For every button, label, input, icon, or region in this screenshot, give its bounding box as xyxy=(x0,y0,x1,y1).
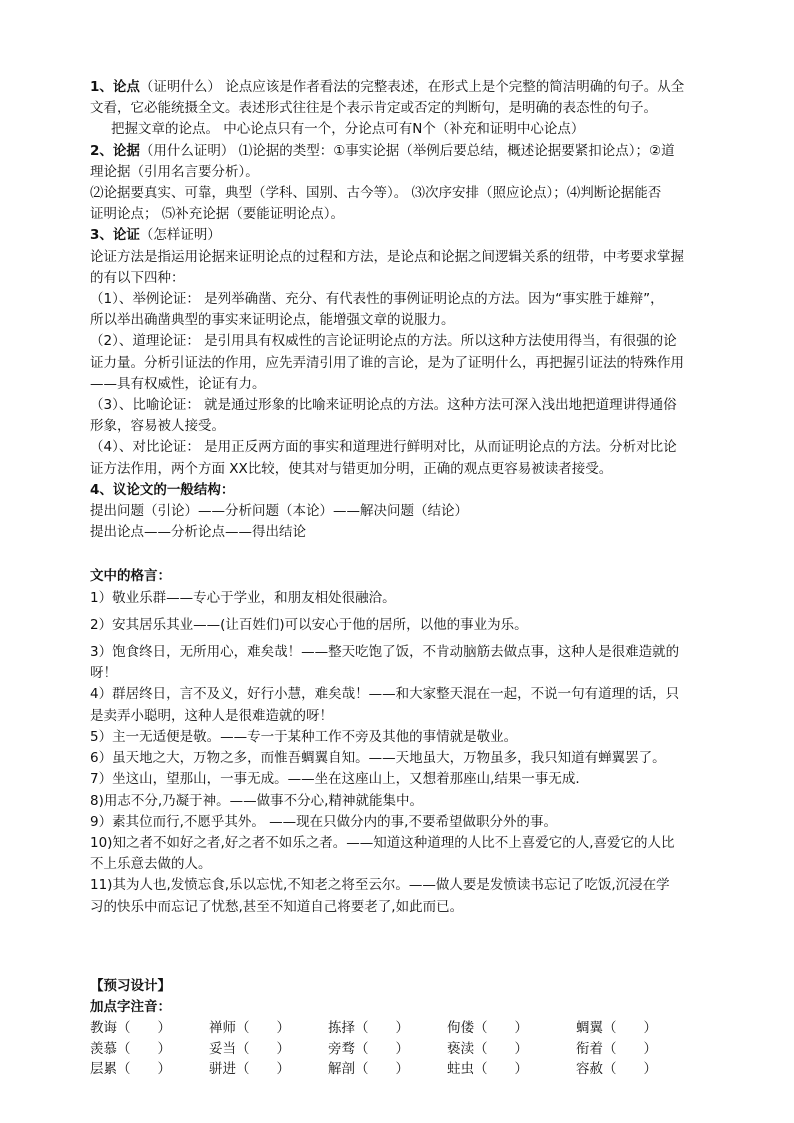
method4-line2: 证方法作用，两个方面 XX比较，使其对与错更加分明，正确的观点更容易被读者接受。 xyxy=(90,460,613,477)
pinyin-item[interactable]: 亵渎（ ） xyxy=(447,1040,528,1057)
sec4-line2: 提出论点——分析论点——得出结论 xyxy=(90,524,306,541)
pinyin-item[interactable]: 禅师（ ） xyxy=(209,1020,290,1037)
maxims-heading: 文中的格言： xyxy=(90,568,171,585)
preview-subheading: 加点字注音： xyxy=(90,998,171,1015)
sec2-heading: 2、论据 xyxy=(90,142,140,159)
maxim-11-line2: 习的快乐中而忘记了忧愁,甚至不知道自己将要老了,如此而已。 xyxy=(90,898,464,915)
sec1-line2: 文看，它必能统摄全文。表述形式往往是个表示肯定或否定的判断句，是明确的表态性的句子。 xyxy=(90,100,657,117)
sec4-heading: 4、议论文的一般结构： xyxy=(90,481,235,498)
method3-line2: 形象，容易被人接受。 xyxy=(90,418,225,435)
sec4-line1: 提出问题（引论）——分析问题（本论）——解决问题（结论） xyxy=(90,503,468,520)
maxim-1: 1）敬业乐群——专心于学业，和朋友相处很融洽。 xyxy=(90,589,396,606)
pinyin-item[interactable]: 佝偻（ ） xyxy=(447,1020,528,1037)
pinyin-item[interactable]: 妥当（ ） xyxy=(209,1040,290,1057)
method2-line1: （2）、道理论证： 是引用具有权威性的言论证明论点的方法。所以这种方法使用得当，有很强的论 xyxy=(90,333,677,350)
sec2-line4: 证明论点； ⑸补充论据（要能证明论点）。 xyxy=(90,206,345,223)
sec1-line1: 1、论点（证明什么） 论点应该是作者看法的完整表述，在形式上是个完整的简洁明确的句子。从全 xyxy=(90,79,685,95)
maxim-5: 5）主一无适便是敬。——专一于某种工作不旁及其他的事情就是敬业。 xyxy=(90,728,518,745)
sec2-line3: ⑵论据要真实、可靠，典型（学科、国别、古今等）。 ⑶次序安排（照应论点）；⑷判断论据能否 xyxy=(90,185,662,202)
pinyin-exercise-grid xyxy=(90,1018,710,1080)
method2-line3: ——具有权威性，论证有力。 xyxy=(90,375,266,392)
maxim-9: 9）素其位而行,不愿乎其外。 ——现在只做分内的事,不要希望做职分外的事。 xyxy=(90,813,557,830)
method2-line2: 证力量。分析引证法的作用，应先弄清引用了谁的言论，是为了证明什么，再把握引证法的特殊作用 xyxy=(90,354,684,371)
sec2-line2: 理论据（引用名言要分析）。 xyxy=(90,163,259,180)
preview-heading: 【预习设计】 xyxy=(90,977,171,994)
document-content xyxy=(90,77,710,1080)
method3-line1: （3）、比喻论证： 就是通过形象的比喻来证明论点的方法。这种方法可深入浅出地把道理讲得通俗 xyxy=(90,397,677,414)
maxim-4-line2: 是卖弄小聪明，这种人是很难造就的呀！ xyxy=(90,707,333,724)
maxim-3-line2: 呀！ xyxy=(90,665,117,682)
maxim-10-line2: 不上乐意去做的人。 xyxy=(90,856,212,873)
maxim-6: 6）虽天地之大，万物之多，而惟吾蜩翼自知。——天地虽大，万物虽多，我只知道有蝉翼罢了。 xyxy=(90,750,666,767)
sec1-heading: 1、论点 xyxy=(90,79,140,95)
method4-line1: （4）、对比论证： 是用正反两方面的事实和道理进行鲜明对比，从而证明论点的方法。分析对比论 xyxy=(90,439,677,456)
method1-line2: 所以举出确凿典型的事实来证明论点，能增强文章的说服力。 xyxy=(90,312,455,329)
pinyin-item[interactable]: 蜩翼（ ） xyxy=(576,1020,657,1037)
maxim-11-line1: 11)其为人也,发愤忘食,乐以忘忧,不知老之将至云尔。——做人要是发愤读书忘记了吃饭,沉浸在学 xyxy=(90,877,670,894)
pinyin-item[interactable]: 蛀虫（ ） xyxy=(447,1061,528,1078)
pinyin-item[interactable]: 容赦（ ） xyxy=(576,1061,657,1078)
pinyin-item[interactable]: 旁骛（ ） xyxy=(328,1040,409,1057)
sec3-heading: 3、论证 xyxy=(90,227,140,244)
pinyin-item[interactable]: 骈进（ ） xyxy=(209,1061,290,1078)
pinyin-item[interactable]: 教诲（ ） xyxy=(90,1020,171,1037)
sec3-line3: 的有以下四种： xyxy=(90,269,185,286)
maxim-7: 7）坐这山，望那山，一事无成。——坐在这座山上，又想着那座山,结果一事无成. xyxy=(90,771,580,788)
pinyin-item[interactable]: 衔着（ ） xyxy=(576,1040,657,1057)
maxim-2: 2）安其居乐其业——(让百姓们)可以安心于他的居所，以他的事业为乐。 xyxy=(90,616,528,633)
sec3-line2: 论证方法是指运用论据来证明论点的过程和方法，是论点和论据之间逻辑关系的纽带，中考要求掌握 xyxy=(90,248,684,265)
maxim-4-line1: 4）群居终日，言不及义，好行小慧，难矣哉！——和大家整天混在一起，不说一句有道理的话，只 xyxy=(90,686,680,703)
sec1-line3: 把握文章的论点。 中心论点只有一个，分论点可有N个（补充和证明中心论点） xyxy=(111,121,585,138)
pinyin-item[interactable]: 解剖（ ） xyxy=(328,1061,409,1078)
maxim-10-line1: 10)知之者不如好之者,好之者不如乐之者。——知道这种道理的人比不上喜爱它的人,喜爱它的人比 xyxy=(90,834,675,851)
maxim-3-line1: 3）饱食终日，无所用心，难矣哉！——整天吃饱了饭，不肯动脑筋去做点事，这种人是很难造就的 xyxy=(90,644,680,661)
pinyin-item[interactable]: 拣择（ ） xyxy=(328,1020,409,1037)
sec3-line1: 3、论证（怎样证明） xyxy=(90,227,221,244)
method1-line1: （1）、举例论证： 是列举确凿、充分、有代表性的事例证明论点的方法。因为“事实胜于雄辩”， xyxy=(90,291,664,308)
pinyin-item[interactable]: 羡慕（ ） xyxy=(90,1040,171,1057)
sec2-line1: 2、论据（用什么证明） ⑴论据的类型：①事实论据（举例后要总结，概述论据要紧扣论点）；②道 xyxy=(90,142,675,159)
maxim-8: 8)用志不分,乃凝于神。——做事不分心,精神就能集中。 xyxy=(90,792,423,809)
pinyin-item[interactable]: 层累（ ） xyxy=(90,1061,171,1078)
